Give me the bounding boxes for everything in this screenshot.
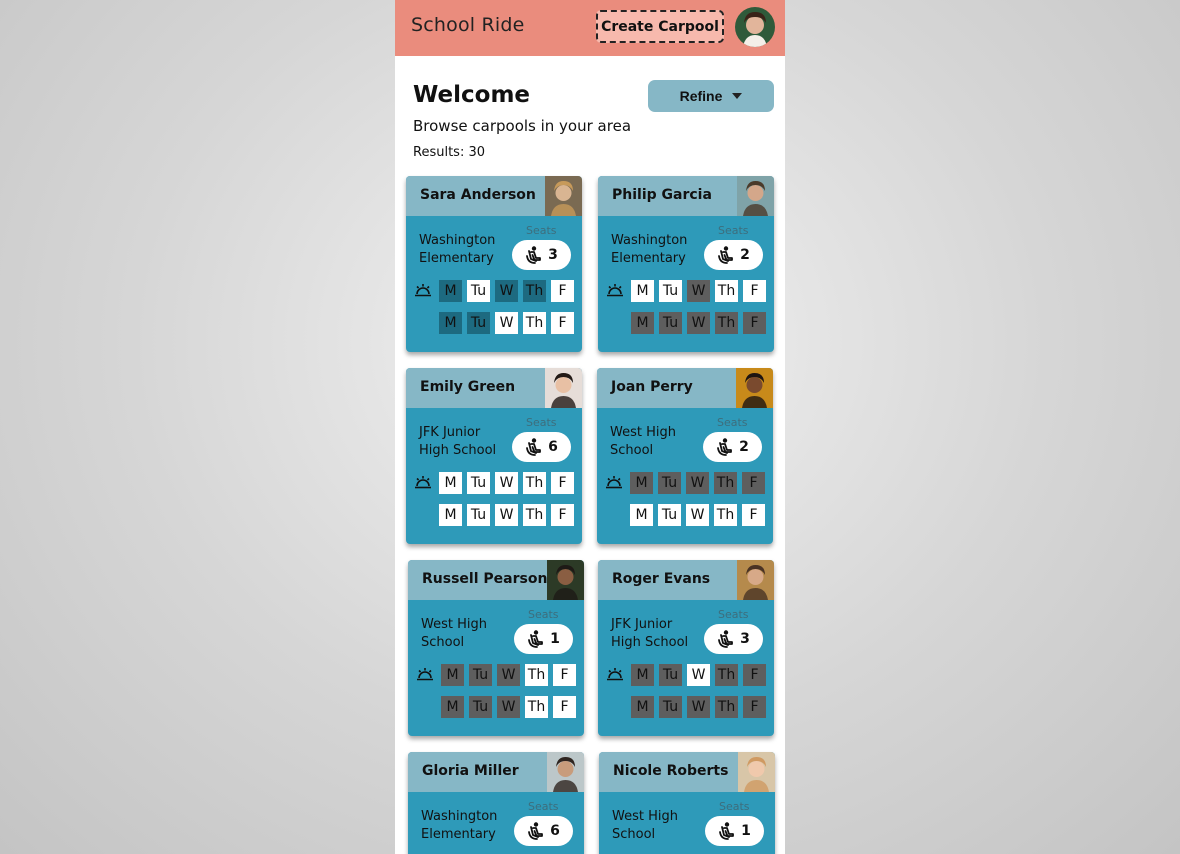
carpool-card[interactable]	[599, 752, 775, 854]
day-chip[interactable]: W	[687, 312, 710, 334]
day-chip[interactable]: F	[743, 280, 766, 302]
day-chip[interactable]: F	[553, 664, 576, 686]
morning-days	[630, 472, 765, 494]
carpool-card[interactable]	[598, 560, 774, 736]
sunrise-icon	[416, 667, 434, 683]
day-chip[interactable]: F	[743, 312, 766, 334]
refine-button[interactable]	[648, 80, 774, 112]
card-header	[406, 368, 582, 408]
carpool-card[interactable]	[598, 176, 774, 352]
results-count: Results: 30	[413, 145, 485, 160]
day-chip[interactable]: M	[439, 312, 462, 334]
car-seat-icon	[527, 822, 543, 840]
day-chip[interactable]: M	[441, 696, 464, 718]
seats-badge	[703, 432, 762, 462]
seats-badge	[514, 816, 573, 846]
day-chip[interactable]: W	[495, 312, 518, 334]
seats-badge	[512, 240, 571, 270]
card-header	[597, 368, 773, 408]
afternoon-days	[630, 504, 765, 526]
day-chip[interactable]: F	[743, 664, 766, 686]
day-chip[interactable]: Th	[523, 312, 546, 334]
day-chip[interactable]: M	[630, 472, 653, 494]
card-header	[599, 752, 775, 792]
day-chip[interactable]: F	[553, 696, 576, 718]
card-header	[408, 560, 584, 600]
morning-days	[631, 280, 766, 302]
carpool-card[interactable]	[408, 560, 584, 736]
seats-label: Seats	[718, 608, 749, 621]
sunrise-icon	[414, 283, 432, 299]
seats-count: 2	[739, 439, 749, 455]
afternoon-days	[439, 312, 574, 334]
carpool-card[interactable]	[597, 368, 773, 544]
day-chip[interactable]: Tu	[659, 280, 682, 302]
seats-count: 6	[548, 439, 558, 455]
day-chip[interactable]: Tu	[467, 472, 490, 494]
card-header	[598, 560, 774, 600]
day-chip[interactable]: M	[631, 696, 654, 718]
page-heading: Welcome	[413, 82, 531, 108]
afternoon-days	[441, 696, 576, 718]
day-chip[interactable]: Th	[525, 664, 548, 686]
school-name: West High School	[421, 617, 487, 650]
day-chip[interactable]: F	[551, 504, 574, 526]
driver-photo	[545, 368, 582, 408]
card-header	[598, 176, 774, 216]
seats-label: Seats	[528, 608, 559, 621]
morning-days	[441, 664, 576, 686]
day-chip[interactable]: Tu	[659, 696, 682, 718]
day-chip[interactable]: M	[439, 472, 462, 494]
car-seat-icon	[525, 438, 541, 456]
day-chip[interactable]: W	[687, 664, 710, 686]
driver-photo	[547, 752, 584, 792]
afternoon-days	[439, 504, 574, 526]
day-chip[interactable]: Tu	[467, 280, 490, 302]
create-carpool-button[interactable]: Create Carpool	[596, 10, 724, 43]
day-chip[interactable]: M	[631, 312, 654, 334]
driver-name: Sara Anderson	[420, 187, 536, 203]
morning-days	[439, 280, 574, 302]
day-chip[interactable]: W	[686, 472, 709, 494]
seats-badge	[512, 432, 571, 462]
day-chip[interactable]: Th	[714, 472, 737, 494]
day-chip[interactable]: Tu	[469, 696, 492, 718]
day-chip[interactable]: M	[631, 280, 654, 302]
school-name: Washington Elementary	[611, 233, 688, 266]
sunrise-icon	[605, 475, 623, 491]
day-chip[interactable]: M	[630, 504, 653, 526]
morning-days	[439, 472, 574, 494]
afternoon-days	[631, 312, 766, 334]
seats-label: Seats	[719, 800, 750, 813]
seats-count: 1	[550, 631, 560, 647]
day-chip[interactable]: Tu	[467, 312, 490, 334]
page-subtitle: Browse carpools in your area	[413, 117, 632, 135]
school-name: JFK Junior High School	[611, 617, 689, 650]
seats-count: 3	[548, 247, 558, 263]
day-chip[interactable]: Th	[523, 472, 546, 494]
driver-photo	[738, 752, 775, 792]
school-name: Washington Elementary	[421, 809, 498, 842]
day-chip[interactable]: M	[439, 280, 462, 302]
day-chip[interactable]: F	[742, 504, 765, 526]
day-chip[interactable]: Th	[523, 504, 546, 526]
card-header	[406, 176, 582, 216]
driver-photo	[737, 176, 774, 216]
seats-count: 2	[740, 247, 750, 263]
driver-name: Philip Garcia	[612, 187, 712, 203]
school-name: West High School	[612, 809, 678, 842]
app-title: School Ride	[411, 14, 525, 36]
driver-name: Russell Pearson	[422, 571, 548, 587]
driver-photo	[545, 176, 582, 216]
day-chip[interactable]: F	[551, 280, 574, 302]
seats-badge	[704, 624, 763, 654]
day-chip[interactable]: Tu	[658, 472, 681, 494]
caret-down-icon	[732, 93, 742, 99]
driver-photo	[736, 368, 773, 408]
day-chip[interactable]: Tu	[659, 312, 682, 334]
sunrise-icon	[606, 667, 624, 683]
car-seat-icon	[527, 630, 543, 648]
day-chip[interactable]: M	[441, 664, 464, 686]
day-chip[interactable]: W	[686, 504, 709, 526]
carpool-card[interactable]	[406, 176, 582, 352]
seats-label: Seats	[528, 800, 559, 813]
school-name: JFK Junior High School	[419, 425, 497, 458]
day-chip[interactable]: W	[687, 696, 710, 718]
school-name: Washington Elementary	[419, 233, 496, 266]
day-chip[interactable]: W	[495, 280, 518, 302]
carpool-card[interactable]	[408, 752, 584, 854]
car-seat-icon	[525, 246, 541, 264]
seats-badge	[514, 624, 573, 654]
afternoon-days	[631, 696, 766, 718]
day-chip[interactable]: Tu	[658, 504, 681, 526]
seats-label: Seats	[526, 416, 557, 429]
card-header	[408, 752, 584, 792]
seats-label: Seats	[717, 416, 748, 429]
day-chip[interactable]: Th	[525, 696, 548, 718]
car-seat-icon	[717, 630, 733, 648]
seats-count: 1	[741, 823, 751, 839]
seats-badge	[705, 816, 764, 846]
day-chip[interactable]: W	[495, 504, 518, 526]
day-chip[interactable]: W	[687, 280, 710, 302]
day-chip[interactable]: F	[743, 696, 766, 718]
driver-name: Emily Green	[420, 379, 516, 395]
day-chip[interactable]: W	[497, 664, 520, 686]
day-chip[interactable]: W	[497, 696, 520, 718]
top-bar	[395, 0, 785, 56]
driver-photo	[547, 560, 584, 600]
day-chip[interactable]: Tu	[659, 664, 682, 686]
day-chip[interactable]: Th	[714, 504, 737, 526]
driver-name: Roger Evans	[612, 571, 711, 587]
day-chip[interactable]: M	[631, 664, 654, 686]
day-chip[interactable]: Th	[523, 280, 546, 302]
school-name: West High School	[610, 425, 676, 458]
seats-count: 6	[550, 823, 560, 839]
day-chip[interactable]: Th	[715, 312, 738, 334]
seats-label: Seats	[718, 224, 749, 237]
day-chip[interactable]: Th	[715, 280, 738, 302]
morning-days	[631, 664, 766, 686]
driver-name: Nicole Roberts	[613, 763, 729, 779]
sunrise-icon	[414, 475, 432, 491]
day-chip[interactable]: F	[551, 312, 574, 334]
day-chip[interactable]: W	[495, 472, 518, 494]
refine-label: Refine	[679, 88, 723, 104]
day-chip[interactable]: F	[742, 472, 765, 494]
day-chip[interactable]: Th	[715, 664, 738, 686]
seats-label: Seats	[526, 224, 557, 237]
car-seat-icon	[718, 822, 734, 840]
sunrise-icon	[606, 283, 624, 299]
app-screen	[395, 0, 785, 854]
driver-name: Joan Perry	[611, 379, 693, 395]
seats-count: 3	[740, 631, 750, 647]
day-chip[interactable]: Tu	[469, 664, 492, 686]
car-seat-icon	[716, 438, 732, 456]
day-chip[interactable]: Tu	[467, 504, 490, 526]
driver-name: Gloria Miller	[422, 763, 519, 779]
day-chip[interactable]: F	[551, 472, 574, 494]
seats-badge	[704, 240, 763, 270]
day-chip[interactable]: Th	[715, 696, 738, 718]
user-avatar[interactable]	[735, 7, 775, 47]
driver-photo	[737, 560, 774, 600]
day-chip[interactable]: M	[439, 504, 462, 526]
carpool-card[interactable]	[406, 368, 582, 544]
car-seat-icon	[717, 246, 733, 264]
